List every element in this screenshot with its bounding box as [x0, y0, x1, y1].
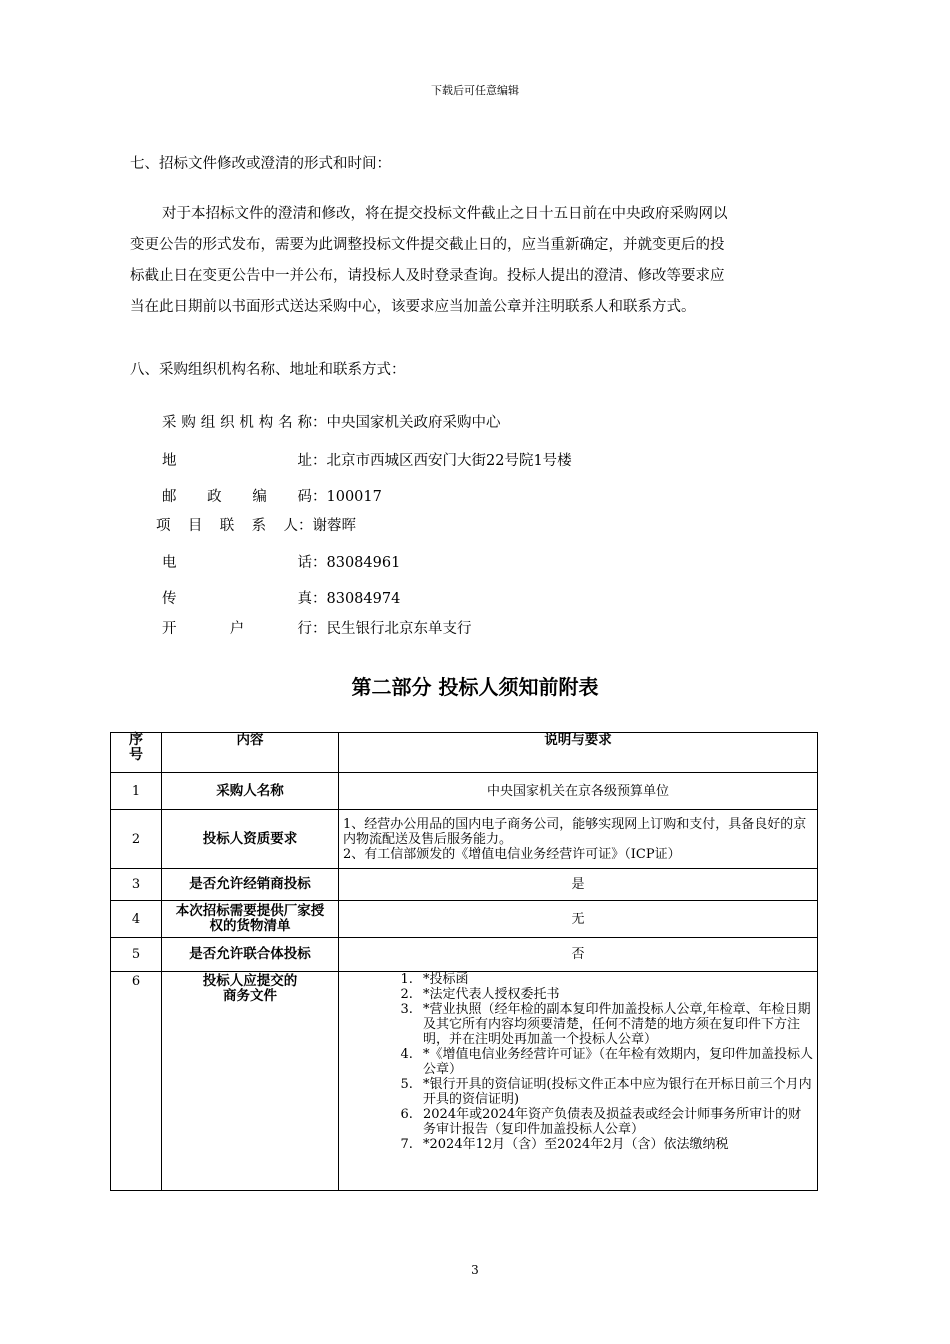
contact-value: ：83084974 [312, 591, 401, 607]
contact-value: ：北京市西城区西安门大街22号院1号楼 [312, 453, 572, 469]
header-cell-item: 内容 [162, 733, 339, 773]
header-cell-desc: 说明与要求 [339, 733, 818, 773]
paragraph-line: 标截止日在变更公告中一并公布，请投标人及时登录查询。投标人提出的澄清、修改等要求应 [130, 268, 725, 284]
list-item: 6. 2024年或2024年资产负债表及损益表或经会计师事务所审计的财务审计报告（复印件加盖投标人公章） [417, 1107, 813, 1137]
bidder-instructions-table [110, 732, 818, 1191]
row-desc: 是 [339, 869, 818, 901]
contact-org-name [162, 411, 501, 432]
row-number: 6 [111, 972, 162, 1191]
business-documents-list [343, 972, 813, 1152]
table-row [111, 938, 818, 972]
row-item: 采购人名称 [162, 773, 339, 810]
contact-key: 传真 [162, 591, 312, 607]
list-item: 7. *2024年12月（含）至2024年2月（含）依法缴纳税 [417, 1137, 813, 1152]
header-cell-no: 序号 [111, 733, 162, 773]
row-desc: 否 [339, 938, 818, 972]
desc-line: 1、经营办公用品的国内电子商务公司，能够实现网上订购和支付，具备良好的京内物流配送及售后服务能力。 [343, 816, 807, 847]
table-row [111, 810, 818, 869]
row-number: 3 [111, 869, 162, 901]
contact-key: 项目联系人 [156, 518, 298, 534]
row-item: 投标人应提交的商务文件 [162, 972, 339, 1191]
list-item: 3. *营业执照（经年检的副本复印件加盖投标人公章,年检章、年检日期及其它所有内容均须要清楚，任何不清楚的地方须在复印件下方注明，并在注明处再加盖一个投标人公章） [417, 1002, 813, 1047]
part-2-title: 第二部分 投标人须知前附表 [351, 675, 599, 699]
list-item: 2. *法定代表人授权委托书 [417, 987, 813, 1002]
desc-line: 2、有工信部颁发的《增值电信业务经营许可证》（ICP证） [343, 846, 681, 862]
list-item: 4. *《增值电信业务经营许可证》（在年检有效期内，复印件加盖投标人公章） [417, 1047, 813, 1077]
contact-phone [162, 551, 400, 572]
row-item: 本次招标需要提供厂家授权的货物清单 [162, 901, 339, 938]
row-number: 2 [111, 810, 162, 869]
contact-key: 邮政编码 [162, 489, 312, 505]
row-number: 1 [111, 773, 162, 810]
row-desc: 中央国家机关在京各级预算单位 [339, 773, 818, 810]
row-item: 投标人资质要求 [162, 810, 339, 869]
table-header-row [111, 733, 818, 773]
contact-value: ：100017 [312, 489, 382, 505]
paragraph-line: 对于本招标文件的澄清和修改，将在提交投标文件截止之日十五日前在中央政府采购网以 [162, 206, 728, 222]
page-header: 下载后可任意编辑 [431, 84, 519, 97]
row-desc [339, 810, 818, 869]
contact-key: 地址 [162, 453, 312, 469]
row-item: 是否允许联合体投标 [162, 938, 339, 972]
contact-address [162, 449, 572, 470]
contact-value: ：谢蓉晖 [298, 518, 356, 534]
contact-fax [162, 587, 400, 608]
section-8-heading: 八、采购组织机构名称、地址和联系方式： [130, 362, 406, 378]
contact-bank [162, 617, 472, 638]
contact-key: 开户行 [162, 621, 312, 637]
contact-value: ：83084961 [312, 555, 401, 571]
contact-key: 电话 [162, 555, 312, 571]
row-number: 5 [111, 938, 162, 972]
list-item: 5. *银行开具的资信证明(投标文件正本中应为银行在开标日前三个月内开具的资信证明) [417, 1077, 813, 1107]
contact-value: ：中央国家机关政府采购中心 [312, 415, 501, 431]
row-desc: 无 [339, 901, 818, 938]
table-row [111, 972, 818, 1191]
list-item: 1. *投标函 [417, 972, 813, 987]
row-number: 4 [111, 901, 162, 938]
contact-postcode [162, 485, 382, 506]
table-row [111, 869, 818, 901]
row-desc [339, 972, 818, 1191]
table-row [111, 773, 818, 810]
contact-value: ：民生银行北京东单支行 [312, 621, 472, 637]
row-item: 是否允许经销商投标 [162, 869, 339, 901]
section-7-heading: 七、招标文件修改或澄清的形式和时间： [130, 156, 391, 172]
contact-person [156, 514, 356, 535]
paragraph-line: 变更公告的形式发布，需要为此调整投标文件提交截止日的，应当重新确定，并就变更后的投 [130, 237, 725, 253]
contact-key: 采购组织机构名称 [162, 415, 312, 431]
section-7-paragraph [130, 199, 825, 323]
table-row [111, 901, 818, 938]
page-number: 3 [471, 1263, 479, 1277]
paragraph-line: 当在此日期前以书面形式送达采购中心，该要求应当加盖公章并注明联系人和联系方式。 [130, 299, 696, 315]
